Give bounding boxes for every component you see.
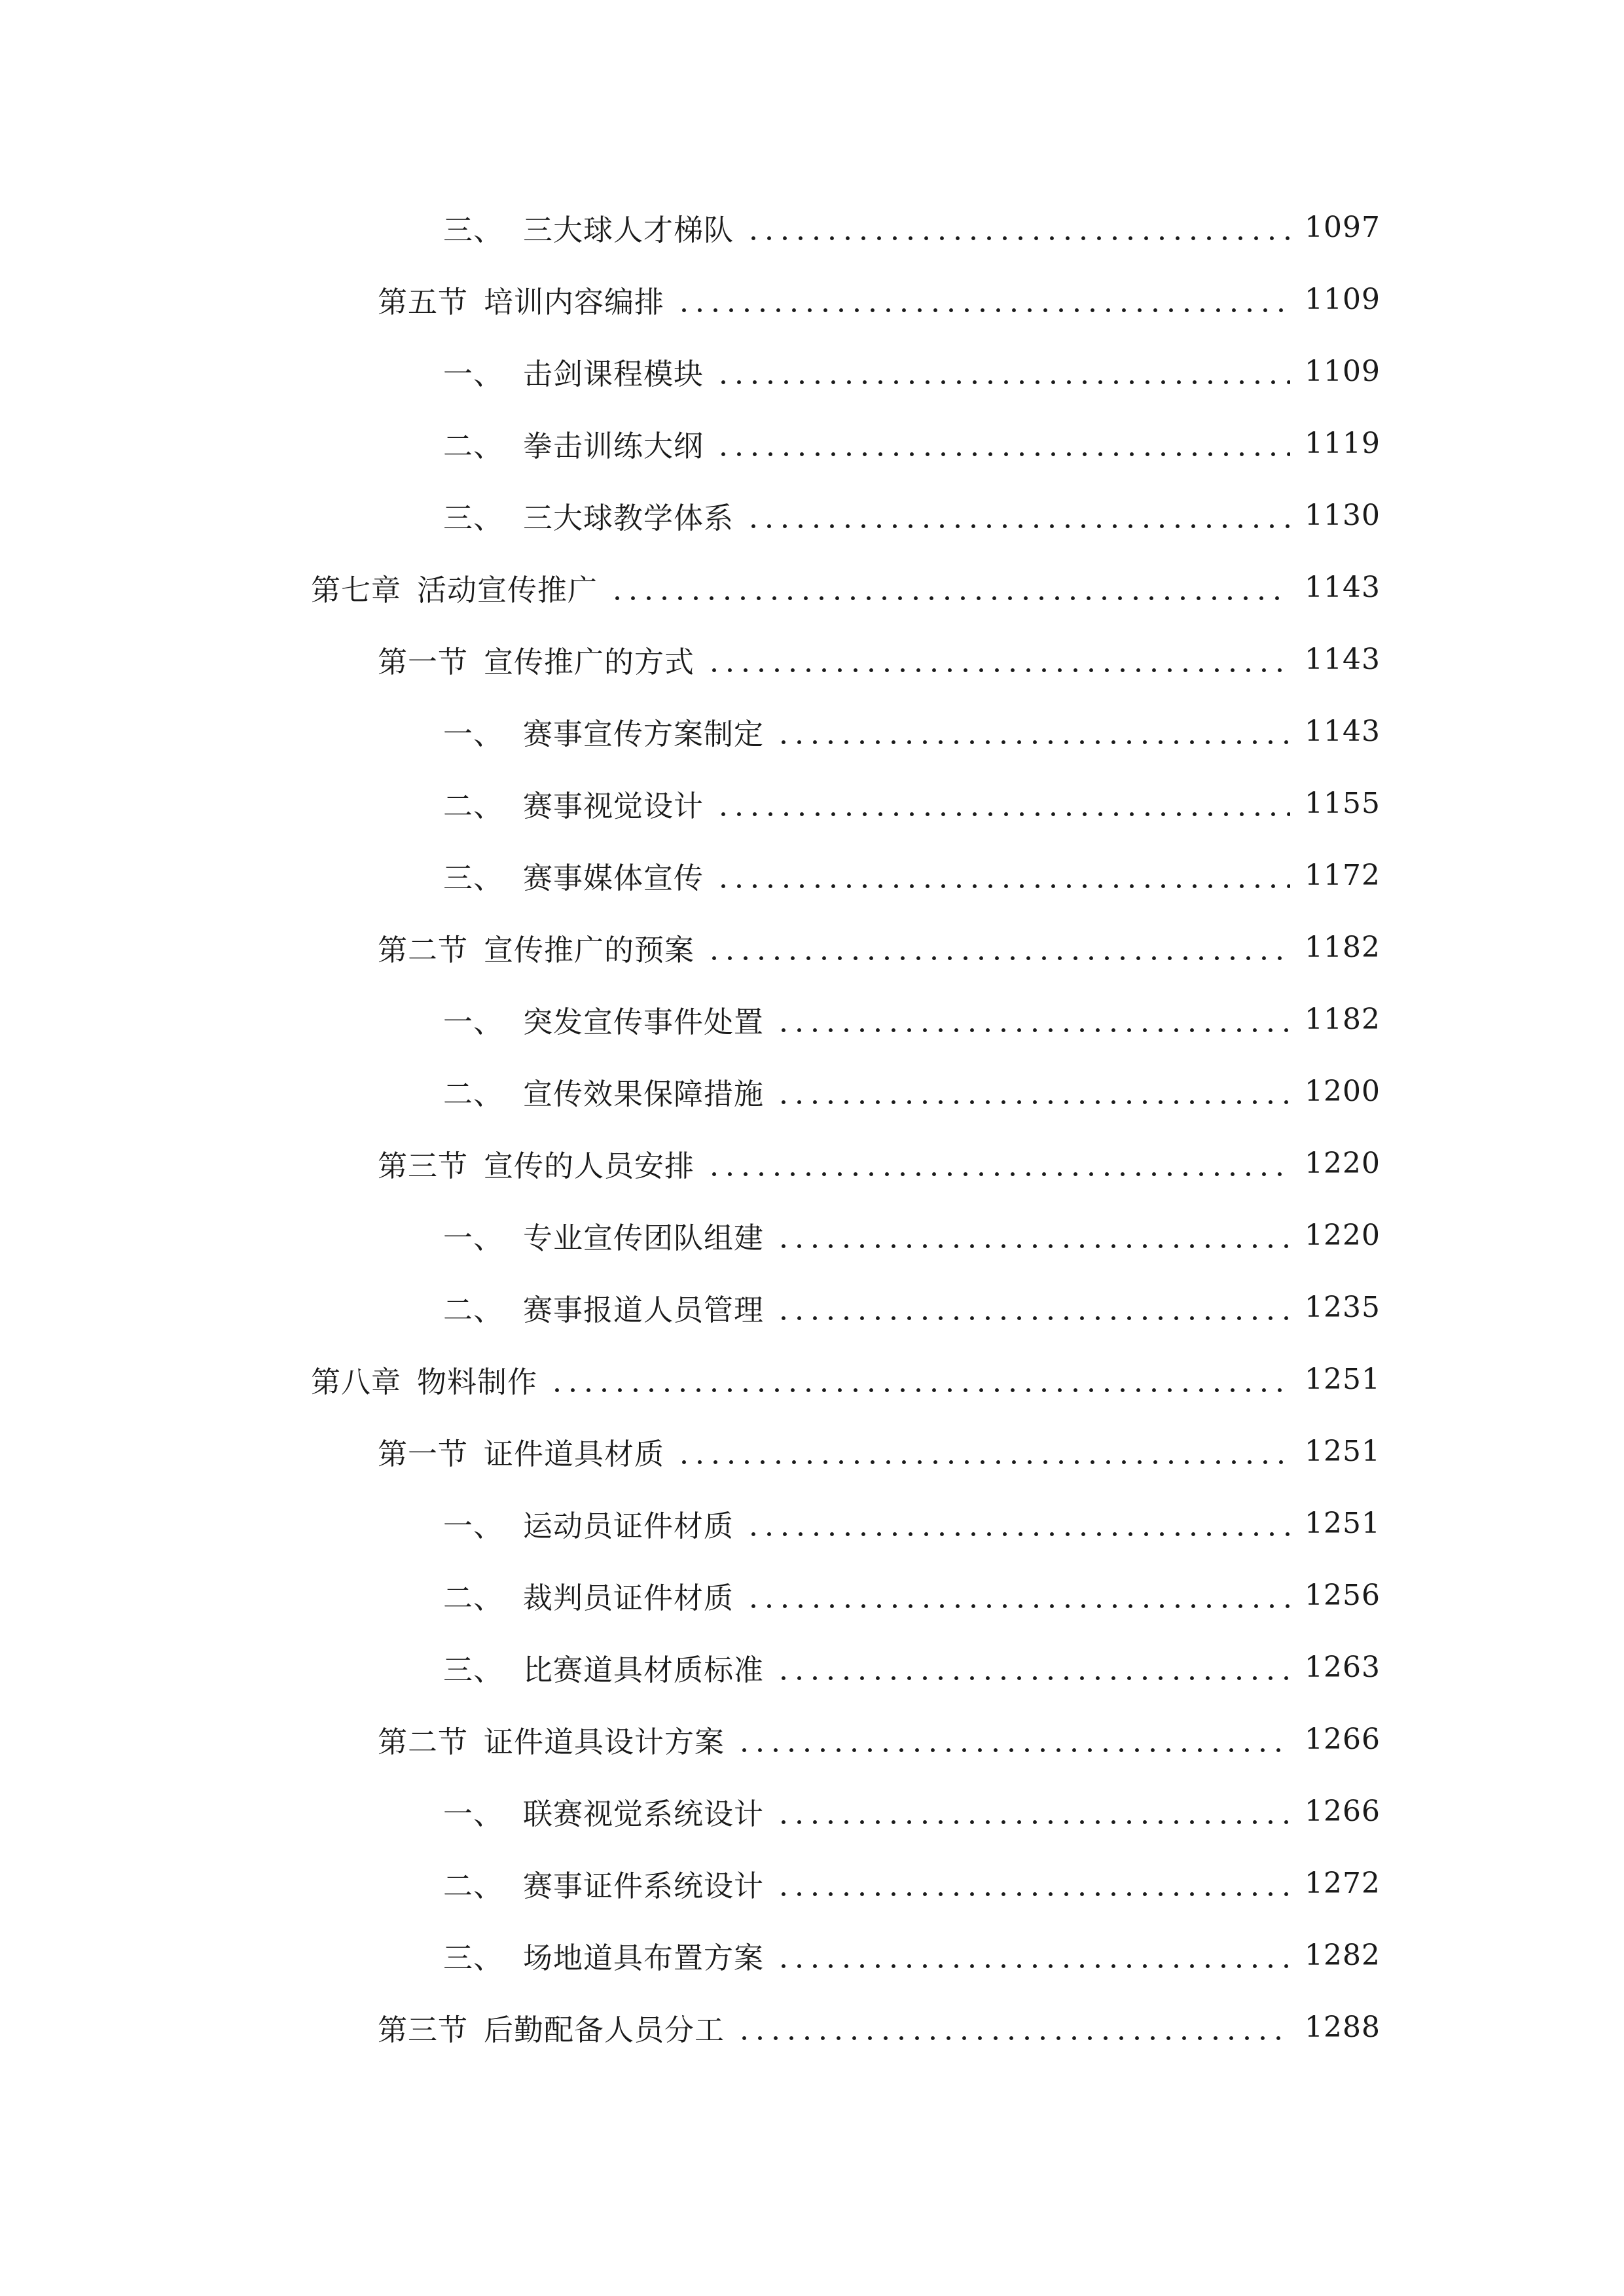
toc-entry-label <box>378 1142 695 1185</box>
toc-entry[interactable] <box>0 1775 1624 1847</box>
toc-entry-page: 1256 <box>1305 1578 1380 1612</box>
toc-entry-title: 赛事报道人员管理 <box>523 1292 765 1327</box>
toc-entry-label <box>443 1070 764 1113</box>
toc-entry-label <box>443 1646 764 1689</box>
toc-entry-page: 1251 <box>1305 1506 1380 1540</box>
toc-entry-title: 运动员证件材质 <box>523 1508 734 1543</box>
toc-dot-leader <box>776 1221 1290 1249</box>
toc-entry-number: 第七章 <box>311 572 402 607</box>
toc-entry-page: 1109 <box>1305 354 1380 388</box>
toc-dot-leader <box>776 1293 1290 1321</box>
toc-dot-leader <box>746 213 1290 242</box>
toc-entry[interactable] <box>0 1991 1624 2063</box>
toc-entry-number: 二、 <box>443 1292 504 1327</box>
toc-entry-label <box>378 2006 725 2049</box>
toc-dot-leader <box>706 645 1290 673</box>
toc-entry[interactable] <box>0 623 1624 695</box>
toc-entry-number: 三、 <box>443 1652 504 1687</box>
toc-dot-leader <box>549 1365 1290 1393</box>
toc-entry-page: 1109 <box>1305 282 1380 316</box>
toc-entry-number: 一、 <box>443 716 504 751</box>
toc-entry-label <box>443 350 704 393</box>
toc-entry-page: 1130 <box>1305 498 1380 532</box>
toc-entry-page: 1251 <box>1305 1434 1380 1468</box>
toc-entry-title: 比赛道具材质标准 <box>523 1652 765 1687</box>
toc-entry-title: 联赛视觉系统设计 <box>523 1796 765 1831</box>
toc-entry-title: 宣传的人员安排 <box>484 1148 695 1183</box>
toc-entry-number: 第一节 <box>378 1436 469 1471</box>
toc-entry[interactable] <box>0 407 1624 479</box>
toc-entry-page: 1200 <box>1305 1074 1380 1108</box>
toc-entry-number: 第三节 <box>378 1148 469 1183</box>
toc-entry-number: 一、 <box>443 1508 504 1543</box>
toc-entry[interactable] <box>0 1199 1624 1271</box>
toc-entry-page: 1263 <box>1305 1650 1380 1684</box>
toc-entry-title: 赛事视觉设计 <box>523 788 704 823</box>
toc-entry-label <box>443 1286 764 1329</box>
toc-entry-label <box>378 1718 725 1761</box>
toc-entry-number: 第五节 <box>378 284 469 319</box>
toc-dot-leader <box>776 1077 1290 1105</box>
toc-entry-page: 1097 <box>1305 210 1380 244</box>
toc-entry[interactable] <box>0 1487 1624 1559</box>
toc-entry-page: 1143 <box>1305 642 1380 676</box>
toc-entry-label <box>378 1430 664 1473</box>
toc-entry-label <box>443 998 764 1041</box>
toc-dot-leader <box>776 1797 1290 1825</box>
toc-dot-leader <box>776 717 1290 745</box>
toc-entry-number: 二、 <box>443 1580 504 1615</box>
toc-entry-label <box>443 1862 764 1905</box>
toc-entry[interactable] <box>0 1703 1624 1775</box>
toc-entry-title: 专业宣传团队组建 <box>523 1220 765 1255</box>
toc-entry-label <box>443 782 704 825</box>
toc-entry-title: 赛事证件系统设计 <box>523 1868 765 1903</box>
toc-entry-title: 赛事宣传方案制定 <box>523 716 765 751</box>
toc-dot-leader <box>776 1005 1290 1033</box>
toc-entry[interactable] <box>0 1055 1624 1127</box>
toc-entry[interactable] <box>0 551 1624 623</box>
toc-dot-leader <box>715 429 1290 457</box>
toc-entry-page: 1266 <box>1305 1722 1380 1756</box>
toc-dot-leader <box>736 1725 1290 1753</box>
toc-entry-number: 第二节 <box>378 932 469 967</box>
toc-dot-leader <box>715 357 1290 386</box>
toc-entry[interactable] <box>0 1559 1624 1631</box>
toc-entry-page: 1272 <box>1305 1866 1380 1900</box>
toc-entry-page: 1119 <box>1305 426 1380 460</box>
toc-entry-number: 一、 <box>443 356 504 391</box>
toc-entry-title: 证件道具设计方案 <box>484 1724 725 1759</box>
toc-entry-number: 一、 <box>443 1796 504 1831</box>
toc-entry-page: 1172 <box>1305 858 1380 892</box>
toc-entry-page: 1282 <box>1305 1938 1380 1972</box>
toc-entry[interactable] <box>0 1127 1624 1199</box>
toc-entry[interactable] <box>0 191 1624 263</box>
toc-entry-number: 三、 <box>443 1940 504 1975</box>
toc-entry-label <box>378 638 695 681</box>
toc-entry[interactable] <box>0 839 1624 911</box>
toc-entry-page: 1143 <box>1305 714 1380 748</box>
toc-entry-number: 二、 <box>443 788 504 823</box>
toc-entry-page: 1251 <box>1305 1362 1380 1396</box>
toc-entry-title: 突发宣传事件处置 <box>523 1004 765 1039</box>
toc-entry[interactable] <box>0 1343 1624 1415</box>
toc-entry-page: 1182 <box>1305 930 1380 964</box>
toc-entry[interactable] <box>0 695 1624 767</box>
toc-entry-title: 宣传推广的预案 <box>484 932 695 967</box>
toc-entry-title: 赛事媒体宣传 <box>523 860 704 895</box>
toc-entry-page: 1266 <box>1305 1794 1380 1828</box>
toc-entry-number: 第二节 <box>378 1724 469 1759</box>
toc-entry-number: 三、 <box>443 212 504 247</box>
toc-dot-leader <box>706 933 1290 961</box>
toc-entry-title: 三大球教学体系 <box>523 500 734 535</box>
toc-entry-label <box>443 1574 734 1617</box>
toc-entry[interactable] <box>0 1415 1624 1487</box>
toc-entry-number: 三、 <box>443 860 504 895</box>
toc-entry-label <box>378 926 695 969</box>
toc-entry-title: 拳击训练大纲 <box>523 428 704 463</box>
toc-entry-number: 第一节 <box>378 644 469 679</box>
toc-dot-leader <box>746 1581 1290 1609</box>
toc-entry[interactable] <box>0 479 1624 551</box>
toc-entry-page: 1235 <box>1305 1290 1380 1324</box>
toc-entry-title: 三大球人才梯队 <box>523 212 734 247</box>
toc-entry-number: 三、 <box>443 500 504 535</box>
toc-entry-label <box>378 278 664 321</box>
toc-entry-number: 二、 <box>443 1868 504 1903</box>
toc-entry-title: 活动宣传推广 <box>417 572 598 607</box>
toc-dot-leader <box>776 1653 1290 1681</box>
toc-entry-title: 宣传效果保障措施 <box>523 1076 765 1111</box>
toc-entry-number: 二、 <box>443 1076 504 1111</box>
toc-entry[interactable] <box>0 1631 1624 1703</box>
toc-entry[interactable] <box>0 263 1624 335</box>
toc-entry[interactable] <box>0 1271 1624 1343</box>
toc-dot-leader <box>736 2013 1290 2041</box>
toc-dot-leader <box>676 285 1290 314</box>
toc-dot-leader <box>746 501 1290 529</box>
toc-dot-leader <box>609 573 1290 601</box>
toc-entry[interactable] <box>0 911 1624 983</box>
toc-entry[interactable] <box>0 983 1624 1055</box>
toc-entry-page: 1182 <box>1305 1002 1380 1036</box>
toc-entry-label <box>311 566 598 609</box>
toc-entry-title: 裁判员证件材质 <box>523 1580 734 1615</box>
toc-entry-label <box>443 1790 764 1833</box>
toc-entry-label <box>443 1214 764 1257</box>
toc-dot-leader <box>776 1869 1290 1897</box>
toc-entry[interactable] <box>0 767 1624 839</box>
toc-dot-leader <box>706 1149 1290 1177</box>
toc-entry-title: 物料制作 <box>417 1364 538 1399</box>
toc-dot-leader <box>715 861 1290 889</box>
toc-entry-title: 培训内容编排 <box>484 284 665 319</box>
toc-entry-title: 宣传推广的方式 <box>484 644 695 679</box>
toc-entry[interactable] <box>0 335 1624 407</box>
toc-dot-leader <box>715 789 1290 817</box>
toc-entry-label <box>311 1358 537 1401</box>
toc-entry-page: 1220 <box>1305 1146 1380 1180</box>
toc-entry-label <box>443 1934 764 1977</box>
toc-entry-label <box>443 206 734 249</box>
table-of-contents <box>0 191 1624 2063</box>
toc-entry-label <box>443 422 704 465</box>
toc-entry-title: 后勤配备人员分工 <box>484 2012 725 2047</box>
toc-dot-leader <box>746 1509 1290 1537</box>
toc-dot-leader <box>776 1941 1290 1969</box>
toc-entry-page: 1155 <box>1305 786 1380 820</box>
toc-entry-title: 场地道具布置方案 <box>523 1940 765 1975</box>
toc-entry-title: 击剑课程模块 <box>523 356 704 391</box>
toc-dot-leader <box>676 1437 1290 1465</box>
toc-entry[interactable] <box>0 1847 1624 1919</box>
toc-entry-label <box>443 494 734 537</box>
toc-entry-number: 第八章 <box>311 1364 402 1399</box>
toc-entry-page: 1143 <box>1305 570 1380 604</box>
toc-entry-label <box>443 854 704 897</box>
toc-entry-title: 证件道具材质 <box>484 1436 665 1471</box>
toc-entry-label <box>443 710 764 753</box>
toc-entry-number: 一、 <box>443 1220 504 1255</box>
toc-entry-number: 一、 <box>443 1004 504 1039</box>
toc-entry-number: 二、 <box>443 428 504 463</box>
toc-entry-page: 1288 <box>1305 2010 1380 2044</box>
toc-entry[interactable] <box>0 1919 1624 1991</box>
toc-entry-label <box>443 1502 734 1545</box>
toc-entry-page: 1220 <box>1305 1218 1380 1252</box>
toc-entry-number: 第三节 <box>378 2012 469 2047</box>
